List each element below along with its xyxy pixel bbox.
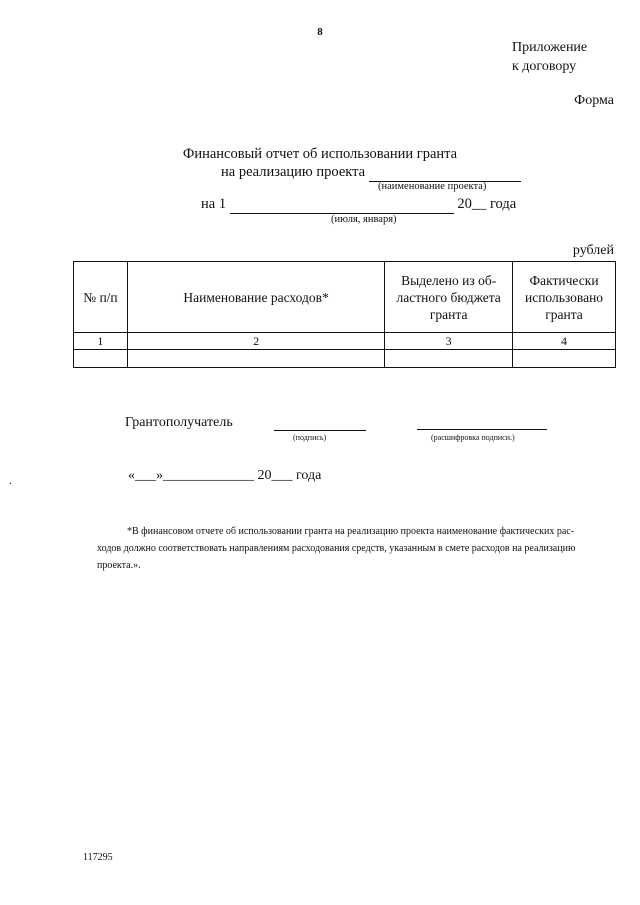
month-caption: (июля, января) xyxy=(331,214,397,225)
margin-dot: . xyxy=(9,473,12,487)
header-expense-name: Наименование расходов* xyxy=(127,262,384,333)
date-prefix: на 1 xyxy=(201,196,227,212)
signature-decoding-line xyxy=(417,429,547,430)
expense-table xyxy=(73,261,616,368)
appendix-line-1: Приложение xyxy=(512,40,588,55)
footnote xyxy=(97,523,617,574)
project-prefix: на реализацию проекта xyxy=(221,164,366,180)
project-name-blank xyxy=(369,164,521,182)
table-row xyxy=(74,350,616,368)
column-number-4: 4 xyxy=(513,333,616,350)
report-date-line xyxy=(201,196,516,214)
signature-caption: (подпись) xyxy=(293,433,327,442)
table-cell xyxy=(513,350,616,368)
table-row xyxy=(74,333,616,350)
header-number: № п/п xyxy=(74,262,128,333)
header-actually-used: Фактически использовано гранта xyxy=(513,262,616,333)
form-label: Форма xyxy=(574,93,614,108)
footnote-line-1: *В финансовом отчете об использовании гранта на реализацию проекта наименование фактических рас- xyxy=(127,526,575,537)
footnote-line-3: проекта.». xyxy=(97,560,141,571)
column-number-1: 1 xyxy=(74,333,128,350)
month-blank xyxy=(230,196,454,214)
appendix-line-2: к договору xyxy=(512,59,577,74)
page-number: 8 xyxy=(317,26,323,38)
column-number-2: 2 xyxy=(127,333,384,350)
currency-label: рублей xyxy=(572,243,614,258)
report-title: Финансовый отчет об использовании гранта xyxy=(182,146,458,162)
appendix-heading xyxy=(512,38,587,76)
table-cell xyxy=(385,350,513,368)
signature-line xyxy=(274,430,366,431)
table-cell xyxy=(74,350,128,368)
decoding-caption: (расшифровка подписи.) xyxy=(431,433,515,442)
grantee-label: Грантополучатель xyxy=(125,415,233,430)
footnote-line-2: ходов должно соответствовать направлениям расходования средств, указанным в смете расходов на реализацию xyxy=(97,543,576,554)
header-allocated: Выделено из об-ластного бюджета гранта xyxy=(385,262,513,333)
date-year: 20__ года xyxy=(457,196,517,212)
column-number-3: 3 xyxy=(385,333,513,350)
table-cell xyxy=(127,350,384,368)
signature-date-line: «___»_____________ 20___ года xyxy=(128,468,322,483)
project-caption: (наименование проекта) xyxy=(378,181,487,192)
table-header-row xyxy=(74,262,616,333)
document-code: 117295 xyxy=(83,852,113,863)
report-title-project-line xyxy=(221,164,521,182)
